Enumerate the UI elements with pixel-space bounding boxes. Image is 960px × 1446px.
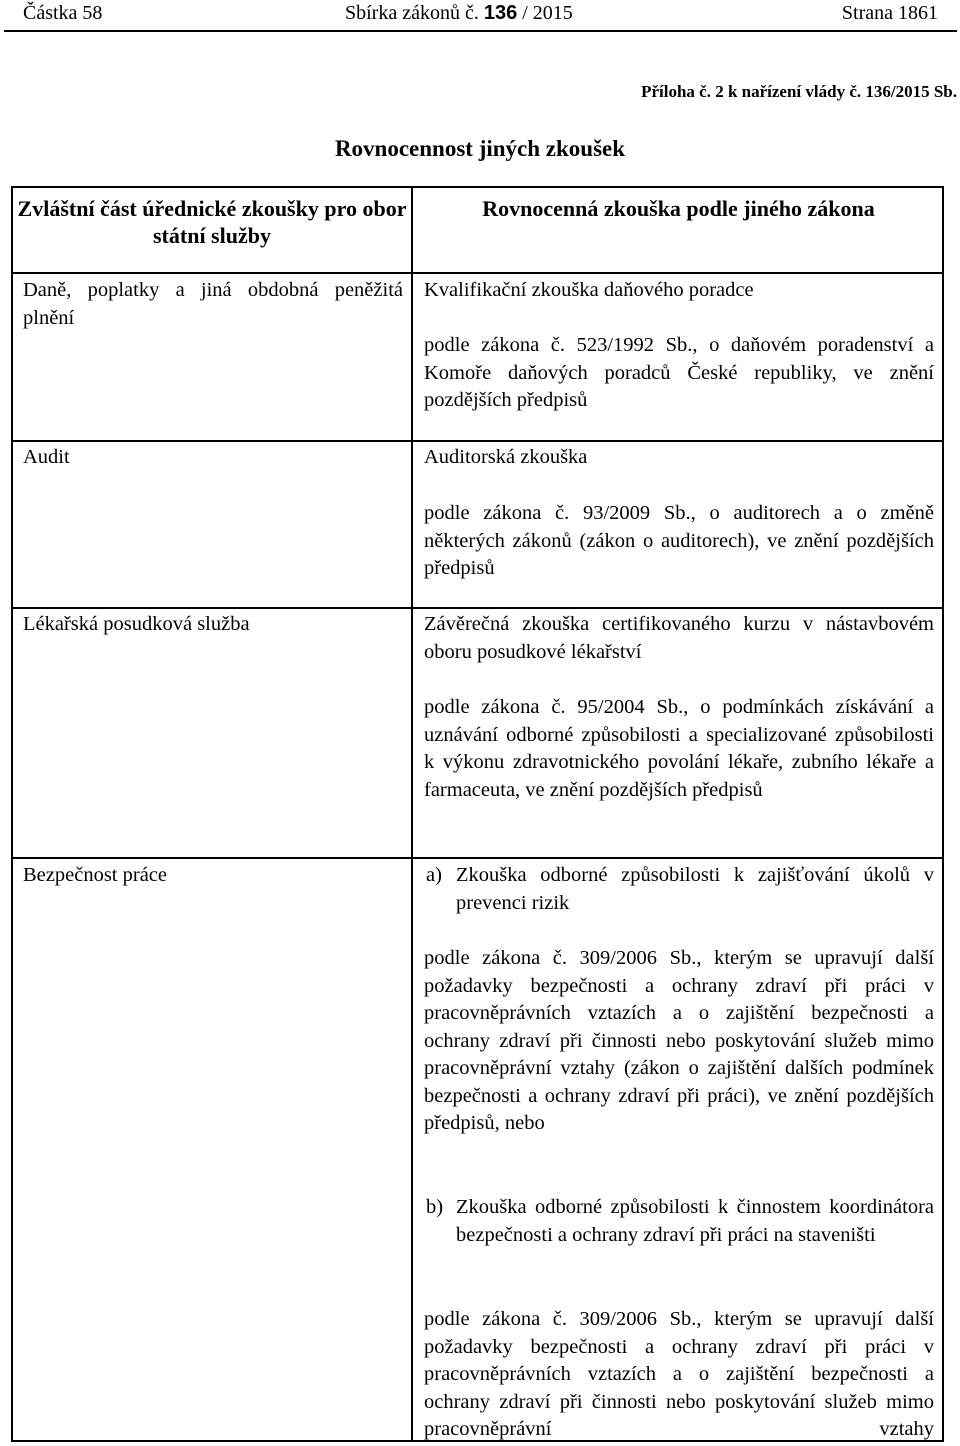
header-row-divider xyxy=(11,272,944,274)
annex-label: Příloha č. 2 k nařízení vlády č. 136/2015 Sb. xyxy=(641,82,957,101)
column-header-equivalent-exam: Rovnocenná zkouška podle jiného zákona xyxy=(482,196,875,221)
exam-medical-course: Závěrečná zkouška certifikovaného kurzu v nástavbovém oboru posudkové lékařství xyxy=(424,613,934,663)
issue-number: Částka 58 xyxy=(23,2,103,24)
field-taxes: Daně, poplatky a jiná obdobná peněžitá plnění xyxy=(23,279,403,329)
law-safety-a: podle zákona č. 309/2006 Sb., kterým se upravují další požadavky bezpečnosti a ochrany zdraví při práci v pracovněprávních vztazích a o zajištění bezpečnosti a ochrany zdraví při činnosti nebo poskytování služeb mimo pracovněprávní vztahy (zákon o zajištění dalších podmínek bezpečnosti a ochrany zdraví při práci), ve znění pozdějších předpisů, nebo xyxy=(424,947,934,1134)
row-divider-left xyxy=(11,440,411,442)
field-audit: Audit xyxy=(23,446,70,468)
row-divider xyxy=(11,607,944,609)
law-tax-advisor: podle zákona č. 523/1992 Sb., o daňovém poradenství a Komoře daňových poradců České republiky, ve znění pozdějších předpisů xyxy=(424,334,934,411)
row-divider xyxy=(11,857,944,859)
exam-auditor: Auditorská zkouška xyxy=(424,446,588,468)
collection-number: 136 xyxy=(483,2,518,24)
collection-title: Sbírka zákonů č. 136 / 2015 xyxy=(345,2,573,24)
column-header-field: Zvláštní část úřednické zkoušky pro obor státní služby xyxy=(17,196,407,248)
row-divider-right xyxy=(411,440,944,442)
page-number: Strana 1861 xyxy=(841,2,938,24)
column-divider xyxy=(411,186,413,1442)
field-occupational-safety: Bezpečnost práce xyxy=(23,864,167,886)
item-label: b) xyxy=(426,1196,444,1218)
exam-tax-advisor: Kvalifikační zkouška daňového poradce xyxy=(424,279,754,301)
list-item xyxy=(424,1194,934,1249)
law-medical: podle zákona č. 95/2004 Sb., o podmínkách získávání a uznávání odborné způsobilosti a specializované způsobilosti k výkonu zdravotnického povolání lékaře, zubního lékaře a farmaceuta, ve znění pozdějších předpisů xyxy=(424,696,934,801)
item-label: a) xyxy=(426,864,442,886)
list-item xyxy=(424,862,934,917)
law-auditor: podle zákona č. 93/2009 Sb., o auditorech a o změně některých zákonů (zákon o auditorech), ve znění pozdějších předpisů xyxy=(424,502,934,579)
field-medical-assessment: Lékařská posudková služba xyxy=(23,613,250,635)
page-header xyxy=(0,0,960,32)
exam-safety-coordinator: Zkouška odborné způsobilosti k činnostem koordinátora bezpečnosti a ochrany zdraví při práci na staveništi xyxy=(456,1196,934,1246)
exam-safety-risk-prevention: Zkouška odborné způsobilosti k zajišťování úkolů v prevenci rizik xyxy=(456,864,934,914)
law-safety-b: podle zákona č. 309/2006 Sb., kterým se upravují další požadavky bezpečnosti a ochrany zdraví při práci v pracovněprávních vztazích a o zajištění bezpečnosti a ochrany zdraví při činnosti nebo poskytování služeb mimo pracovněprávní vztahy xyxy=(424,1308,934,1440)
header-rule xyxy=(4,30,957,32)
document-title: Rovnocennost jiných zkoušek xyxy=(334,136,626,161)
